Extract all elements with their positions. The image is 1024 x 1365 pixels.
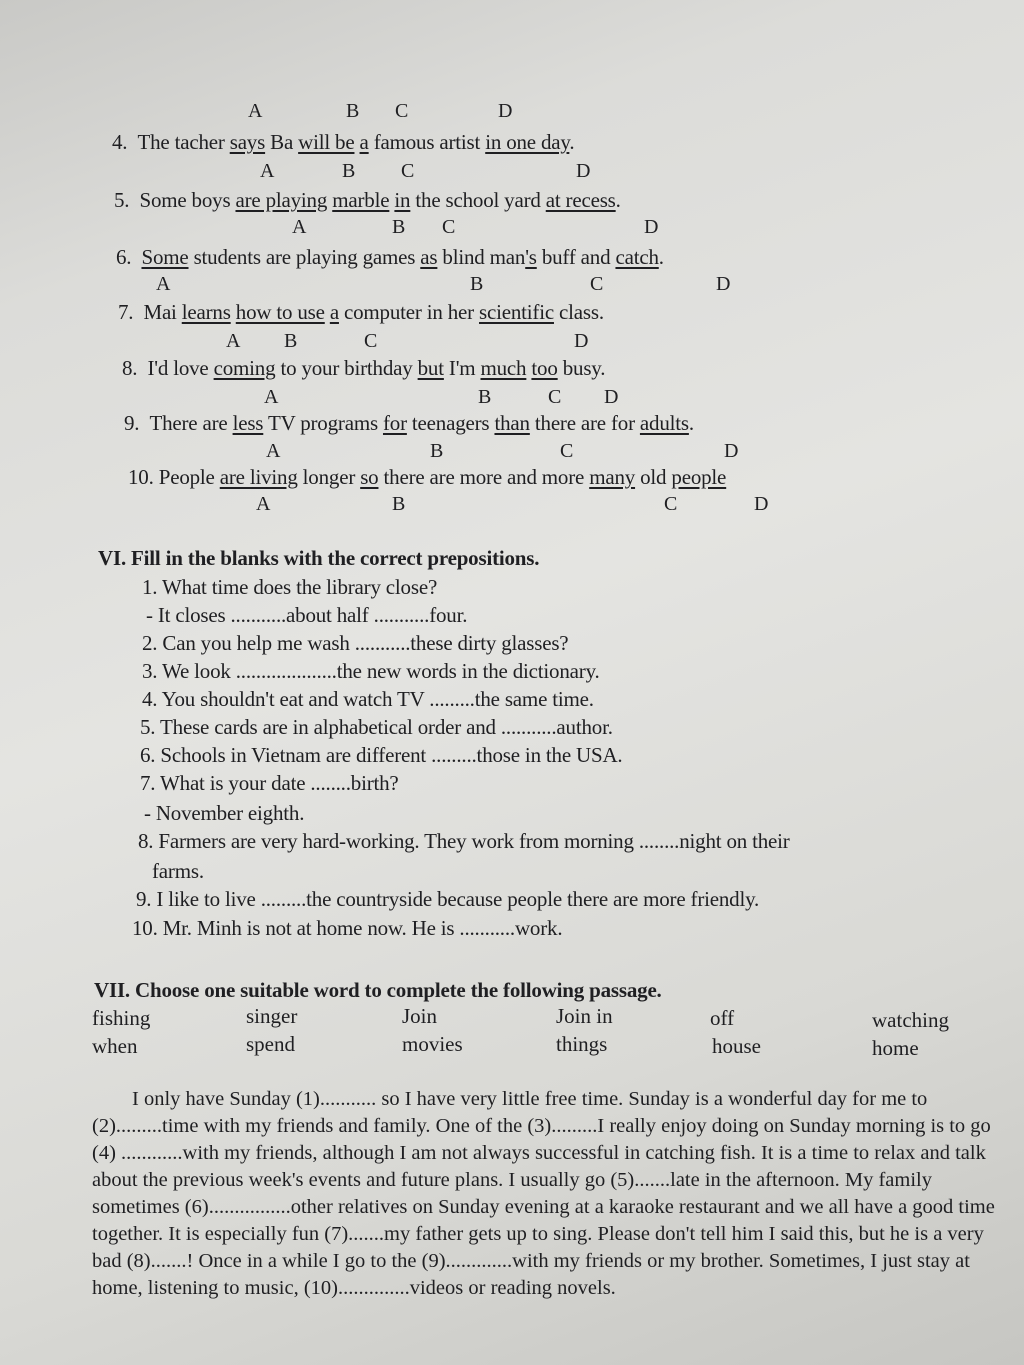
item-text: I'm <box>443 356 481 380</box>
underlined-option: coming <box>213 356 276 380</box>
reading-passage <box>92 1086 1004 1302</box>
item-text: There are <box>149 411 233 435</box>
error-item-8 <box>122 356 605 381</box>
underlined-option: at recess <box>545 188 616 212</box>
underlined-option: scientific <box>479 300 554 324</box>
underlined-option: will be <box>298 130 355 154</box>
prep-question-2: 2. Can you help me wash ...........these dirty glasses? <box>142 631 569 655</box>
option-label: C <box>442 216 456 238</box>
option-label: C <box>548 386 562 408</box>
underlined-option: says <box>229 130 266 154</box>
item-text: People <box>158 465 220 489</box>
word-bank-item: watching <box>872 1008 949 1032</box>
item-text: The tacher <box>137 130 230 154</box>
prep-question-3: 3. We look ....................the new words in the dictionary. <box>142 659 600 683</box>
underlined-option: people <box>671 465 727 489</box>
option-label: A <box>260 160 275 182</box>
section-7-heading: VII. Choose one suitable word to complete the following passage. <box>94 978 662 1002</box>
item-number: 4. <box>112 130 128 154</box>
option-label: A <box>292 216 307 238</box>
option-label: B <box>346 100 360 122</box>
word-bank-item: things <box>556 1032 608 1056</box>
prep-question-9: 9. I like to live .........the countryside because people there are more friendly. <box>136 887 760 911</box>
underlined-option: so <box>360 465 379 489</box>
passage-text: I only have Sunday (1)........... so I have very little free time. Sunday is a wonderful day for me to (2).........time with my friends and family. One of the (3).........I really enjoy doing on Sunday morning is to go (4) ............with my friends, although I am not always successful in catching fish. It is a time to relax and talk about the previous week's events and future plans. I usually go (5).......late in the afternoon. My family sometimes (6)................other relatives on Sunday evening at a karaoke restaurant and we all have a good time together. It is especially fun (7).......my father gets up to sing. Please don't tell him I said this, but he is a very bad (8).......! Once in a while I go to the (9).............with my friends or my brother. Sometimes, I just stay at home, listening to music, (10)..............videos or reading novels. <box>92 1088 995 1299</box>
item-text: old <box>635 465 672 489</box>
item-text: famous artist <box>368 130 486 154</box>
option-label: D <box>576 160 591 182</box>
error-item-6 <box>116 245 664 270</box>
option-label: D <box>724 440 739 462</box>
item-text: longer <box>297 465 361 489</box>
option-label: B <box>284 330 298 352</box>
item-text: buff and <box>536 245 616 269</box>
option-label: A <box>264 386 279 408</box>
item-text: the school yard <box>410 188 546 212</box>
word-bank-item: fishing <box>92 1006 151 1030</box>
underlined-option: marble <box>332 188 390 212</box>
option-label: D <box>574 330 589 352</box>
underlined-option: but <box>417 356 444 380</box>
item-text: . <box>615 188 621 212</box>
item-number: 6. <box>116 245 132 269</box>
word-bank-item: movies <box>402 1032 463 1056</box>
underlined-option: too <box>531 356 558 380</box>
option-label: C <box>401 160 415 182</box>
prep-question-1: 1. What time does the library close? <box>142 575 438 599</box>
item-text: busy. <box>557 356 606 380</box>
option-label: D <box>644 216 659 238</box>
underlined-option: than <box>494 411 530 435</box>
underlined-option: learns <box>181 300 231 324</box>
underlined-option: much <box>480 356 527 380</box>
item-text: there are for <box>529 411 640 435</box>
underlined-option: for <box>382 411 407 435</box>
item-text: computer in her <box>338 300 480 324</box>
option-label: A <box>266 440 281 462</box>
prep-answer-1: - It closes ...........about half ...........four. <box>146 603 468 627</box>
item-text: to your birthday <box>275 356 418 380</box>
item-text: teenagers <box>406 411 495 435</box>
error-item-5 <box>114 188 621 213</box>
option-label: D <box>716 273 731 295</box>
item-number: 9. <box>124 411 140 435</box>
item-number: 8. <box>122 356 138 380</box>
option-label: C <box>560 440 574 462</box>
option-label: B <box>430 440 444 462</box>
item-number: 5. <box>114 188 130 212</box>
item-text: class. <box>553 300 604 324</box>
error-item-10 <box>128 465 726 490</box>
item-text: students are playing games <box>188 245 421 269</box>
item-text: I'd love <box>147 356 214 380</box>
option-label: A <box>156 273 171 295</box>
underlined-option: less <box>232 411 264 435</box>
option-label: D <box>498 100 513 122</box>
underlined-option: how to use <box>235 300 325 324</box>
item-text: blind man <box>437 245 526 269</box>
error-item-4 <box>112 130 574 155</box>
underlined-option: 's <box>525 245 537 269</box>
prep-question-5: 5. These cards are in alphabetical order and ...........author. <box>140 715 613 739</box>
underlined-option: are playing <box>235 188 328 212</box>
option-label: C <box>664 493 678 515</box>
option-label: C <box>590 273 604 295</box>
error-item-9 <box>124 411 694 436</box>
underlined-option: a <box>359 130 369 154</box>
word-bank-item: off <box>710 1006 735 1030</box>
item-text: Ba <box>265 130 299 154</box>
option-label: C <box>364 330 378 352</box>
prep-answer-7: - November eighth. <box>144 801 305 825</box>
option-label: D <box>604 386 619 408</box>
word-bank-item: when <box>92 1034 138 1058</box>
item-text: . <box>569 130 575 154</box>
underlined-option: Some <box>141 245 189 269</box>
option-label: A <box>226 330 241 352</box>
option-label: B <box>478 386 492 408</box>
underlined-option: in <box>394 188 411 212</box>
option-label: A <box>256 493 271 515</box>
word-bank-item: Join in <box>556 1004 613 1028</box>
underlined-option: catch <box>615 245 659 269</box>
word-bank-item: home <box>872 1036 919 1060</box>
option-label: B <box>392 493 406 515</box>
section-6-heading: VI. Fill in the blanks with the correct prepositions. <box>98 546 540 570</box>
prep-question-4: 4. You shouldn't eat and watch TV .........the same time. <box>142 687 594 711</box>
prep-question-10: 10. Mr. Minh is not at home now. He is ...........work. <box>132 916 563 940</box>
option-label: C <box>395 100 409 122</box>
underlined-option: are living <box>219 465 298 489</box>
underlined-option: adults <box>639 411 689 435</box>
option-label: B <box>342 160 356 182</box>
underlined-option: a <box>329 300 339 324</box>
word-bank-item: singer <box>246 1004 298 1028</box>
underlined-option: in one day <box>485 130 570 154</box>
option-label: D <box>754 493 769 515</box>
option-label: B <box>470 273 484 295</box>
option-label: A <box>248 100 263 122</box>
error-item-7 <box>118 300 604 325</box>
underlined-option: many <box>589 465 636 489</box>
option-label: B <box>392 216 406 238</box>
item-text: TV programs <box>263 411 383 435</box>
word-bank-item: spend <box>246 1032 295 1056</box>
underlined-option: as <box>420 245 438 269</box>
prep-question-8-cont: farms. <box>152 859 204 883</box>
word-bank-item: house <box>712 1034 761 1058</box>
item-text: there are more and more <box>378 465 590 489</box>
prep-question-7: 7. What is your date ........birth? <box>140 771 399 795</box>
prep-question-8: 8. Farmers are very hard-working. They work from morning ........night on their <box>138 829 790 853</box>
item-number: 7. <box>118 300 134 324</box>
item-text: . <box>658 245 664 269</box>
item-text: . <box>688 411 694 435</box>
item-number: 10. <box>128 465 154 489</box>
item-text: Some boys <box>139 188 236 212</box>
item-text: Mai <box>143 300 182 324</box>
word-bank-item: Join <box>402 1004 438 1028</box>
prep-question-6: 6. Schools in Vietnam are different .........those in the USA. <box>140 743 623 767</box>
